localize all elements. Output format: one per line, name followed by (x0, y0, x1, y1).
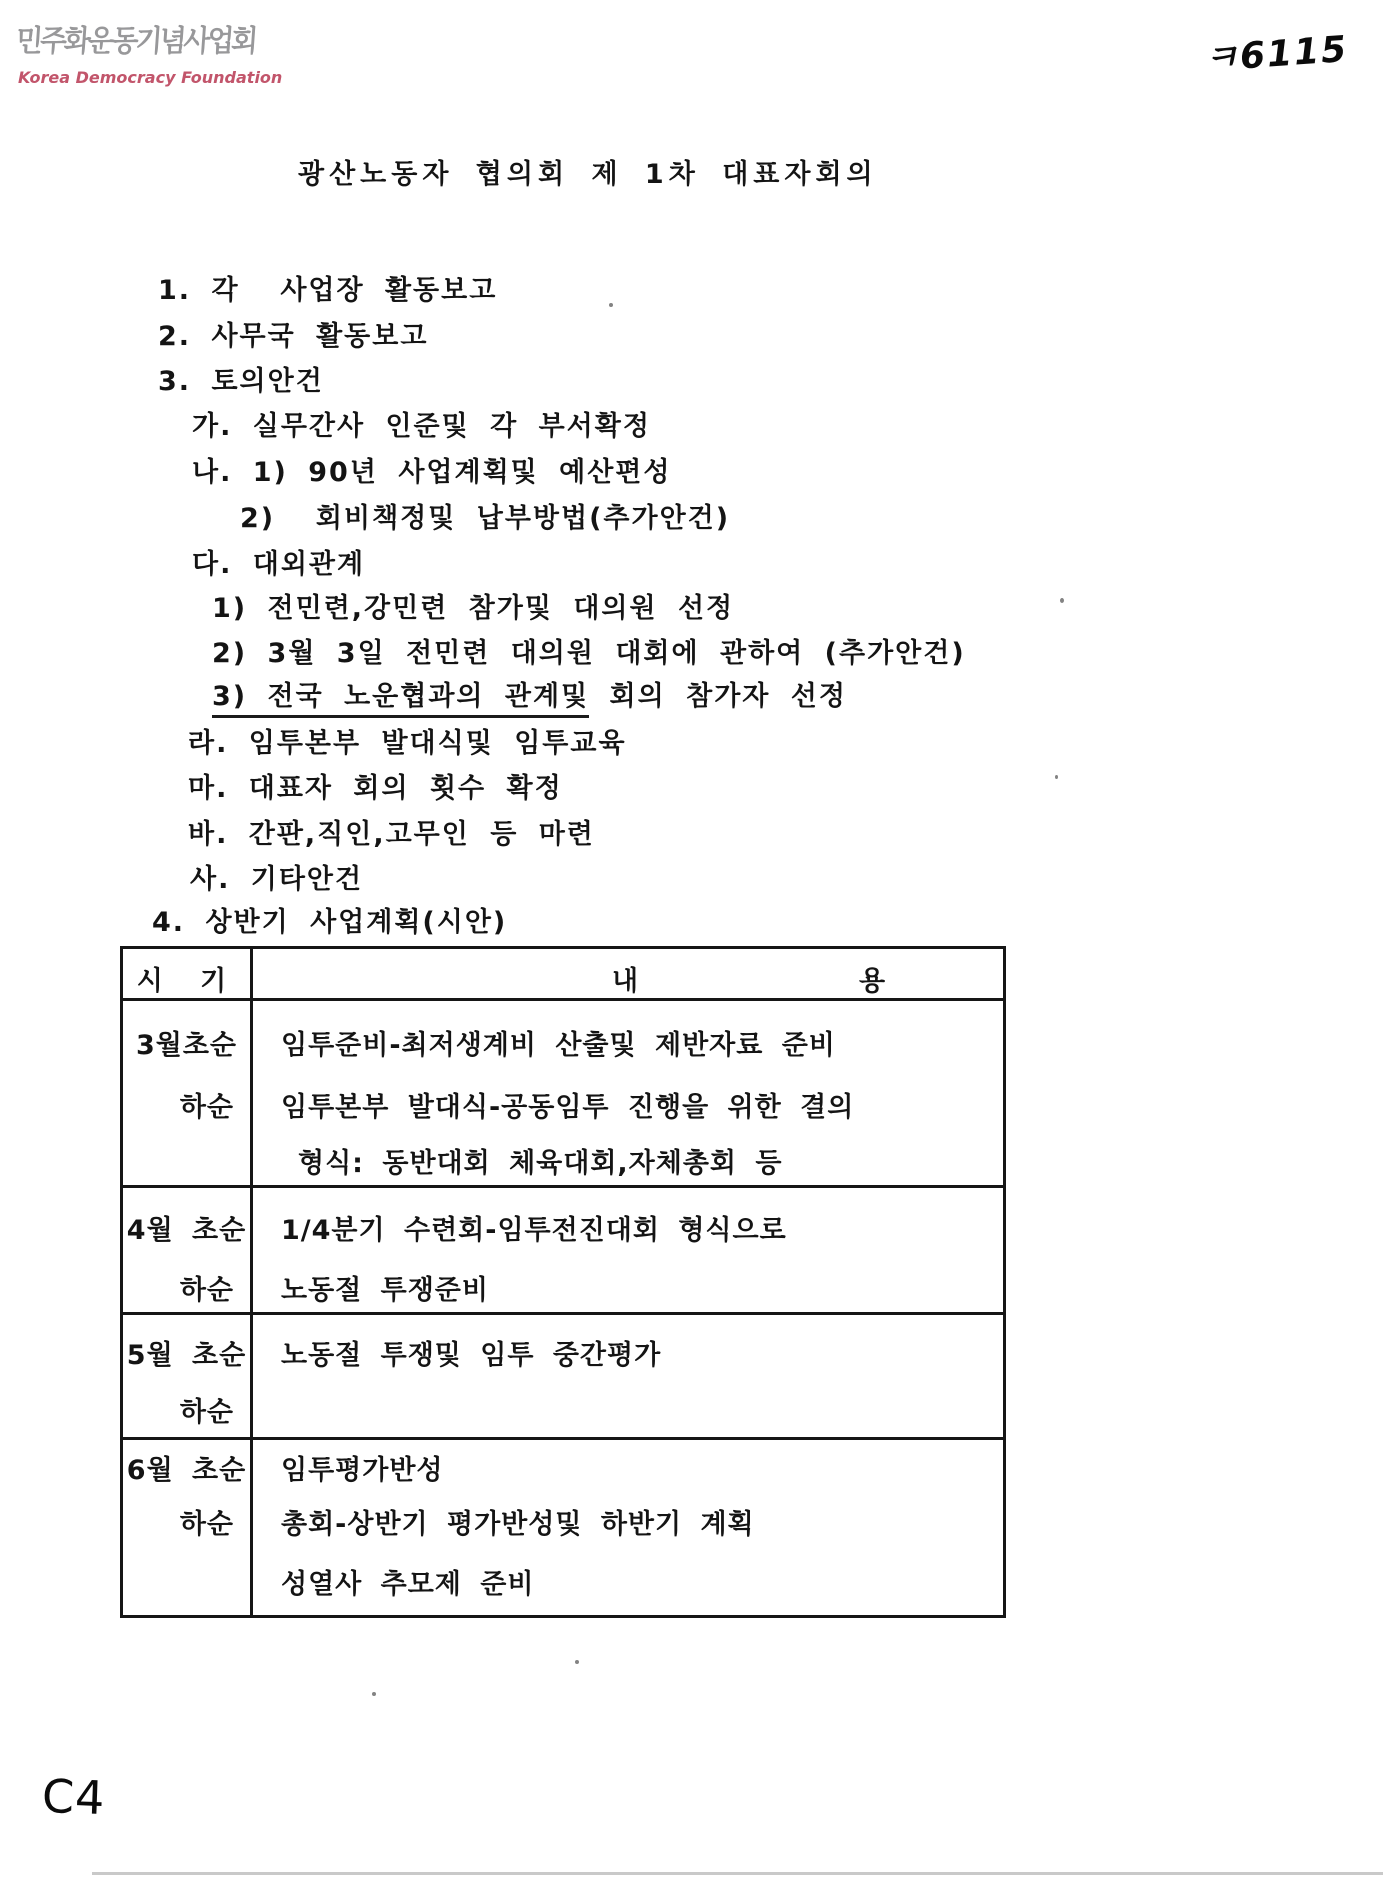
table-row-june (123, 1440, 1003, 1615)
table-row-may (123, 1315, 1003, 1440)
header-content-label-right: 용 (859, 966, 887, 997)
agenda-item-3-da-3-underlined: 3) 전국 노운협과의 관계및 (212, 681, 589, 718)
scan-speck (575, 1660, 579, 1664)
schedule-table (120, 946, 1006, 1618)
row-may-period-early: 5월 초순 (126, 1340, 247, 1371)
row-june-period-late: 하순 (179, 1509, 234, 1540)
row-june-period-early: 6월 초순 (126, 1455, 247, 1486)
agenda-item-3: 3. 토의안건 (158, 366, 324, 397)
row-april-period-late: 하순 (179, 1275, 234, 1306)
header-period-label: 시 기 (136, 966, 237, 997)
logo-korean-calligraphy: 민주화운동기념사업회 (14, 24, 257, 59)
agenda-item-4: 4. 상반기 사업계획(시안) (152, 907, 508, 938)
row-march-content-line-3: 형식: 동반대회 체육대회,자체총회 등 (298, 1148, 783, 1179)
row-april-content-line-2: 노동절 투쟁준비 (281, 1275, 489, 1306)
row-march-period-late: 하순 (179, 1092, 234, 1123)
row-march-period-cell (123, 1001, 253, 1185)
row-may-period-cell (123, 1315, 253, 1437)
row-june-period-cell (123, 1440, 253, 1615)
scan-speck (372, 1692, 376, 1696)
agenda-item-3-da-1: 1) 전민련,강민련 참가및 대의원 선정 (212, 593, 735, 624)
row-june-content-line-1: 임투평가반성 (281, 1455, 444, 1486)
agenda-item-3-da-2: 2) 3월 3일 전민련 대의원 대회에 관하여 (추가안건) (212, 638, 966, 669)
row-march-content-cell (253, 1001, 1003, 1185)
document-title: 광산노동자 협의회 제 1차 대표자회의 (298, 159, 878, 190)
row-march-content-line-2: 임투본부 발대식-공동임투 진행을 위한 결의 (281, 1092, 855, 1123)
table-row-march (123, 1001, 1003, 1188)
header-content-label-left: 내 (612, 966, 640, 997)
row-march-content-line-1: 임투준비-최저생계비 산출및 제반자료 준비 (281, 1030, 836, 1061)
agenda-item-3-ba: 바. 간판,직인,고무인 등 마련 (188, 819, 595, 850)
handwritten-page-mark: C4 (41, 1768, 107, 1826)
scan-speck (1055, 775, 1058, 779)
header-cell-content (253, 949, 1003, 998)
row-may-period-late: 하순 (179, 1397, 234, 1428)
scan-speck (609, 303, 613, 307)
row-april-content-cell (253, 1188, 1003, 1312)
row-april-content-line-1: 1/4분기 수련회-임투전진대회 형식으로 (281, 1215, 787, 1246)
row-june-content-line-2: 총회-상반기 평가반성및 하반기 계획 (281, 1509, 755, 1540)
handwritten-archive-code: ㅋ6115 (1201, 28, 1350, 80)
agenda-item-1: 1. 각 사업장 활동보고 (158, 275, 498, 306)
scan-speck (1060, 598, 1064, 603)
header-cell-period (123, 949, 253, 998)
agenda-item-3-na-2: 2) 회비책정및 납부방법(추가안건) (240, 503, 731, 534)
row-april-period-early: 4월 초순 (126, 1215, 247, 1246)
agenda-item-3-ra: 라. 임투본부 발대식및 임투교육 (188, 728, 627, 759)
row-june-content-line-3: 성열사 추모제 준비 (281, 1569, 535, 1600)
row-may-content-line-1: 노동절 투쟁및 임투 중간평가 (281, 1340, 662, 1371)
agenda-item-3-da-3-rest: 회의 참가자 선정 (589, 681, 847, 712)
agenda-item-2: 2. 사무국 활동보고 (158, 321, 429, 352)
agenda-item-3-na-1: 나. 1) 90년 사업계획및 예산편성 (192, 457, 672, 488)
table-header-row (123, 949, 1003, 1001)
table-row-april (123, 1188, 1003, 1315)
agenda-item-3-da: 다. 대외관계 (192, 549, 366, 580)
agenda-item-3-sa: 사. 기타안건 (190, 864, 364, 895)
agenda-item-3-ma: 마. 대표자 회의 횟수 확정 (188, 773, 563, 804)
logo-english-text: Korea Democracy Foundation (18, 68, 283, 87)
row-may-content-cell (253, 1315, 1003, 1437)
row-april-period-cell (123, 1188, 253, 1312)
row-june-content-cell (253, 1440, 1003, 1615)
agenda-item-3-ga: 가. 실무간사 인준및 각 부서확정 (192, 411, 651, 442)
scan-edge-line (92, 1872, 1383, 1875)
row-march-period-early: 3월초순 (135, 1030, 238, 1061)
korea-democracy-foundation-logo (14, 16, 283, 87)
agenda-item-3-da-3 (212, 674, 847, 713)
